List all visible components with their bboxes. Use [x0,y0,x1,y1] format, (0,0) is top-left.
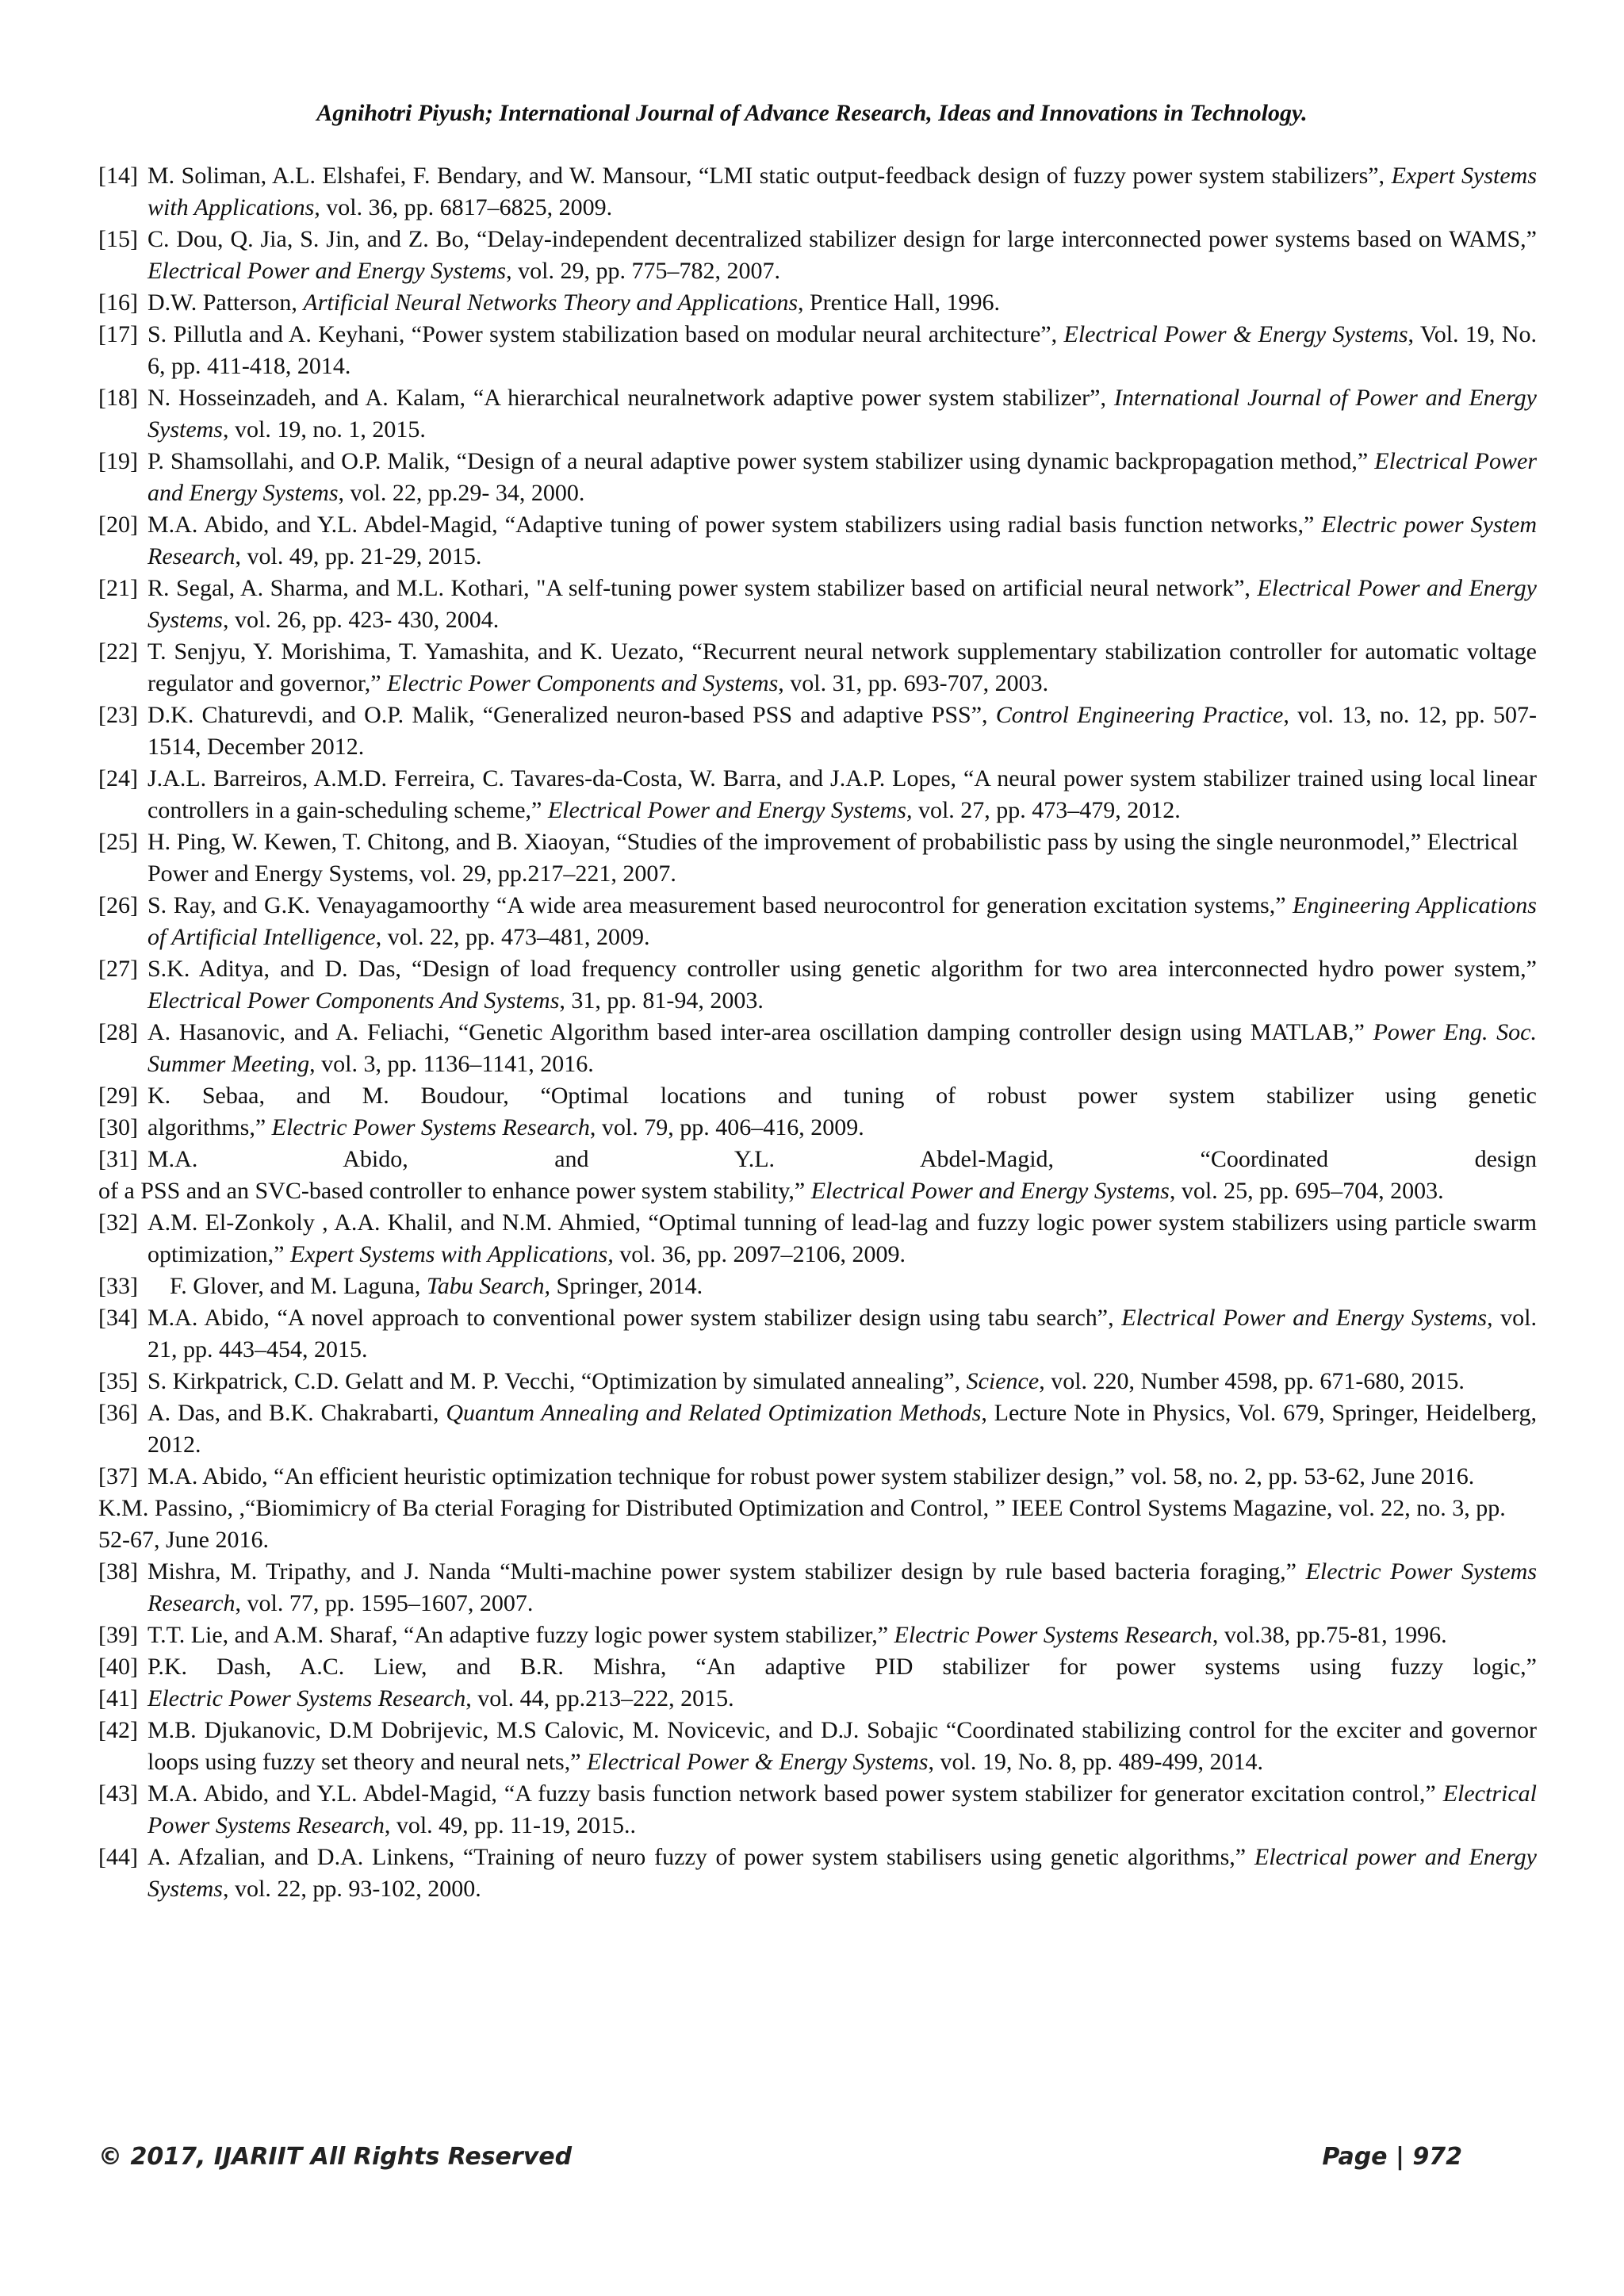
reference-item: [26] S. Ray, and G.K. Venayagamoorthy “A wide area measurement based neurocontrol for generation excitation systems,” Engineering Applications of Artificial Intelligence, vol. 22, pp. 473–481, 2009. [98,890,1537,953]
reference-item: [16] D.W. Patterson, Artificial Neural Networks Theory and Applications, Prentice Hall, 1996. [98,287,1537,319]
reference-item: [30] algorithms,” Electric Power Systems Research, vol. 79, pp. 406–416, 2009. [98,1112,1537,1144]
reference-item: [41] Electric Power Systems Research, vol. 44, pp.213–222, 2015. [98,1683,1537,1715]
reference-number: [16] [98,289,138,316]
reference-item: [44] A. Afzalian, and D.A. Linkens, “Training of neuro fuzzy of power system stabilisers using genetic algorithms,” Electrical power and Energy Systems, vol. 22, pp. 93-102, 2000. [98,1842,1537,1905]
journal-title: Electrical Power and Energy Systems [147,448,1537,506]
reference-item: [21] R. Segal, A. Sharma, and M.L. Kothari, "A self-tuning power system stabilizer based on artificial neural network”, Electrical Power and Energy Systems, vol. 26, pp. 423- 430, 2004. [98,573,1537,636]
reference-item: [39] T.T. Lie, and A.M. Sharaf, “An adaptive fuzzy logic power system stabilizer,” Electric Power Systems Research, vol.38, pp.75-81, 1996. [98,1619,1537,1651]
journal-title: Tabu Search, [426,1273,550,1299]
reference-list [98,160,1537,1905]
reference-number: [40] [98,1654,138,1680]
reference-item: [43] M.A. Abido, and Y.L. Abdel-Magid, “A fuzzy basis function network based power system stabilizer for generator excitation control,” Electrical Power Systems Research, vol. 49, pp. 11-19, 2015.. [98,1778,1537,1842]
reference-number: [28] [98,1019,138,1045]
reference-number: [17] [98,321,138,347]
journal-title: Electric Power Systems Research [147,1558,1537,1616]
reference-item: [36] A. Das, and B.K. Chakrabarti, Quantum Annealing and Related Optimization Methods, Lecture Note in Physics, Vol. 679, Springer, Heidelberg, 2012. [98,1397,1537,1461]
reference-item: [18] N. Hosseinzadeh, and A. Kalam, “A hierarchical neuralnetwork adaptive power system stabilizer”, International Journal of Power and Energy Systems, vol. 19, no. 1, 2015. [98,382,1537,446]
journal-title: Electrical Power and Energy Systems [810,1178,1170,1204]
reference-number: [20] [98,512,138,538]
journal-title: Control Engineering Practice [995,702,1284,728]
reference-item-unnumbered: K.M. Passino, ,“Biomimicry of Ba cterial Foraging for Distributed Optimization and Control, ” IEEE Control Systems Magazine, vol. 22, no. 3, pp. 52-67, June 2016. [98,1495,1506,1553]
reference-item: [20] M.A. Abido, and Y.L. Abdel-Magid, “Adaptive tuning of power system stabilizers using radial basis function networks,” Electric power System Research, vol. 49, pp. 21-29, 2015. [98,509,1537,573]
copyright-notice: © 2017, IJARIIT All Rights Reserved [98,2143,573,2171]
reference-number: [26] [98,892,138,918]
reference-number: [36] [98,1400,138,1426]
journal-title: Electric Power Systems Research [147,1685,466,1711]
journal-title: Electric power System Research [147,512,1537,569]
reference-item: [22] T. Senjyu, Y. Morishima, T. Yamashita, and K. Uezato, “Recurrent neural network supplementary stabilization controller for automatic voltage regulator and governor,” Electric Power Components and Systems, vol. 31, pp. 693-707, 2003. [98,636,1537,700]
journal-title: Electrical Power & Energy Systems [587,1749,929,1775]
reference-number: [23] [98,702,138,728]
journal-title: Engineering Applications of Artificial Intelligence [147,892,1537,950]
reference-item: [24] J.A.L. Barreiros, A.M.D. Ferreira, C. Tavares-da-Costa, W. Barra, and J.A.P. Lopes, “A neural power system stabilizer trained using local linear controllers in a gain-scheduling scheme,” Electrical Power and Energy Systems, vol. 27, pp. 473–479, 2012. [98,763,1537,826]
journal-title: Quantum Annealing and Related Optimization Methods [446,1400,982,1426]
journal-title: Electric Power Systems Research [894,1622,1212,1648]
reference-item: [23] D.K. Chaturevdi, and O.P. Malik, “Generalized neuron-based PSS and adaptive PSS”, Control Engineering Practice, vol. 13, no. 12, pp. 507-1514, December 2012. [98,700,1537,763]
journal-title: Electrical Power and Energy Systems, [1121,1305,1493,1331]
reference-number: [18] [98,385,138,411]
reference-number: [14] [98,163,138,189]
journal-title: Electric Power Systems Research [271,1114,590,1140]
reference-number: [21] [98,575,138,601]
reference-item: [25] H. Ping, W. Kewen, T. Chitong, and B. Xiaoyan, “Studies of the improvement of probabilistic pass by using the single neuronmodel,” Electrical Power and Energy Systems, vol. 29, pp.217–221, 2007. [98,826,1537,890]
reference-number: [34] [98,1305,138,1331]
reference-number: [30] [98,1114,138,1140]
reference-number: [29] [98,1083,138,1109]
journal-title: Expert Systems with Applications, [289,1241,614,1267]
reference-number: [38] [98,1558,138,1585]
reference-item: [29] K. Sebaa, and M. Boudour, “Optimal locations and tuning of robust power system stabilizer using genetic [98,1080,1537,1112]
reference-item: [14] M. Soliman, A.L. Elshafei, F. Bendary, and W. Mansour, “LMI static output-feedback design of fuzzy power system stabilizers”, Expert Systems with Applications, vol. 36, pp. 6817–6825, 2009. [98,160,1537,224]
reference-number: [41] [98,1685,138,1711]
journal-title: Electrical Power and Energy Systems [147,258,507,284]
journal-title: Artificial Neural Networks Theory and Applications [303,289,798,316]
reference-item: [37] M.A. Abido, “An efficient heuristic optimization technique for robust power system stabilizer design,” vol. 58, no. 2, pp. 53-62, June 2016. [98,1461,1537,1493]
reference-number: [35] [98,1368,138,1394]
journal-title: Electrical Power & Energy Systems [1063,321,1408,347]
journal-title: Science [966,1368,1040,1394]
journal-title: Electrical Power Components And Systems [147,987,560,1014]
reference-item: [28] A. Hasanovic, and A. Feliachi, “Genetic Algorithm based inter-area oscillation damping controller design using MATLAB,” Power Eng. Soc. Summer Meeting, vol. 3, pp. 1136–1141, 2016. [98,1017,1537,1080]
reference-item: [42] M.B. Djukanovic, D.M Dobrijevic, M.S Calovic, M. Novicevic, and D.J. Sobajic “Coordinated stabilizing control for the exciter and governor loops using fuzzy set theory and neural nets,” Electrical Power & Energy Systems, vol. 19, No. 8, pp. 489-499, 2014. [98,1715,1537,1778]
journal-title: Electric Power Components and Systems [387,670,779,696]
reference-item: [15] C. Dou, Q. Jia, S. Jin, and Z. Bo, “Delay-independent decentralized stabilizer design for large interconnected power systems based on WAMS,” Electrical Power and Energy Systems, vol. 29, pp. 775–782, 2007. [98,224,1537,287]
reference-number: [22] [98,638,138,665]
reference-item: [17] S. Pillutla and A. Keyhani, “Power system stabilization based on modular neural architecture”, Electrical Power & Energy Systems, Vol. 19, No. 6, pp. 411-418, 2014. [98,319,1537,382]
running-header: Agnihotri Piyush; International Journal of Advance Research, Ideas and Innovations in Technology. [316,100,1308,126]
reference-item: [34] M.A. Abido, “A novel approach to conventional power system stabilizer design using tabu search”, Electrical Power and Energy Systems, vol. 21, pp. 443–454, 2015. [98,1302,1537,1366]
reference-item: [35] S. Kirkpatrick, C.D. Gelatt and M. P. Vecchi, “Optimization by simulated annealing”, Science, vol. 220, Number 4598, pp. 671-680, 2015. [98,1366,1537,1397]
reference-item: [19] P. Shamsollahi, and O.P. Malik, “Design of a neural adaptive power system stabilizer using dynamic backpropagation method,” Electrical Power and Energy Systems, vol. 22, pp.29- 34, 2000. [98,446,1537,509]
reference-number: [15] [98,226,138,252]
journal-title: Electrical Power and Energy Systems [147,575,1537,633]
reference-item: [33] F. Glover, and M. Laguna, Tabu Search, Springer, 2014. [98,1271,1537,1302]
reference-number: [42] [98,1717,138,1743]
reference-number: [25] [98,829,138,855]
reference-number: [27] [98,956,138,982]
journal-title: Power Eng. Soc. Summer Meeting [147,1019,1537,1077]
reference-number: [44] [98,1844,138,1870]
reference-number: [37] [98,1463,138,1489]
reference-item: [32] A.M. El-Zonkoly , A.A. Khalil, and N.M. Ahmied, “Optimal tunning of lead-lag and fuzzy logic power system stabilizers using particle swarm optimization,” Expert Systems with Applications, vol. 36, pp. 2097–2106, 2009. [98,1207,1537,1271]
journal-title: Electrical Power Systems Research [147,1780,1537,1838]
journal-title: Electrical Power and Energy Systems, [547,797,913,823]
reference-number: [32] [98,1209,138,1236]
reference-item-continued: of a PSS and an SVC-based controller to enhance power system stability,” Electrical Power and Energy Systems, vol. 25, pp. 695–704, 2003. [98,1178,1444,1204]
journal-title: Expert Systems with Applications, [147,163,1537,220]
journal-title: International Journal of Power and Energy Systems [147,385,1537,443]
reference-number: [33] [98,1273,138,1299]
reference-item: [40] P.K. Dash, A.C. Liew, and B.R. Mishra, “An adaptive PID stabilizer for power systems using fuzzy logic,” [98,1651,1537,1683]
page-number: Page | 972 [1322,2143,1462,2171]
reference-item: [27] S.K. Aditya, and D. Das, “Design of load frequency controller using genetic algorithm for two area interconnected hydro power system,” Electrical Power Components And Systems, 31, pp. 81-94, 2003. [98,953,1537,1017]
reference-number: [43] [98,1780,138,1807]
reference-number: [31] [98,1146,138,1172]
reference-number: [19] [98,448,138,474]
reference-number: [39] [98,1622,138,1648]
reference-item: [31] M.A. Abido, and Y.L. Abdel-Magid, “Coordinated design [98,1144,1537,1175]
reference-item: [38] Mishra, M. Tripathy, and J. Nanda “Multi-machine power system stabilizer design by rule based bacteria foraging,” Electric Power Systems Research, vol. 77, pp. 1595–1607, 2007. [98,1556,1537,1619]
reference-number: [24] [98,765,138,792]
journal-title: Electrical power and Energy Systems [147,1844,1537,1902]
